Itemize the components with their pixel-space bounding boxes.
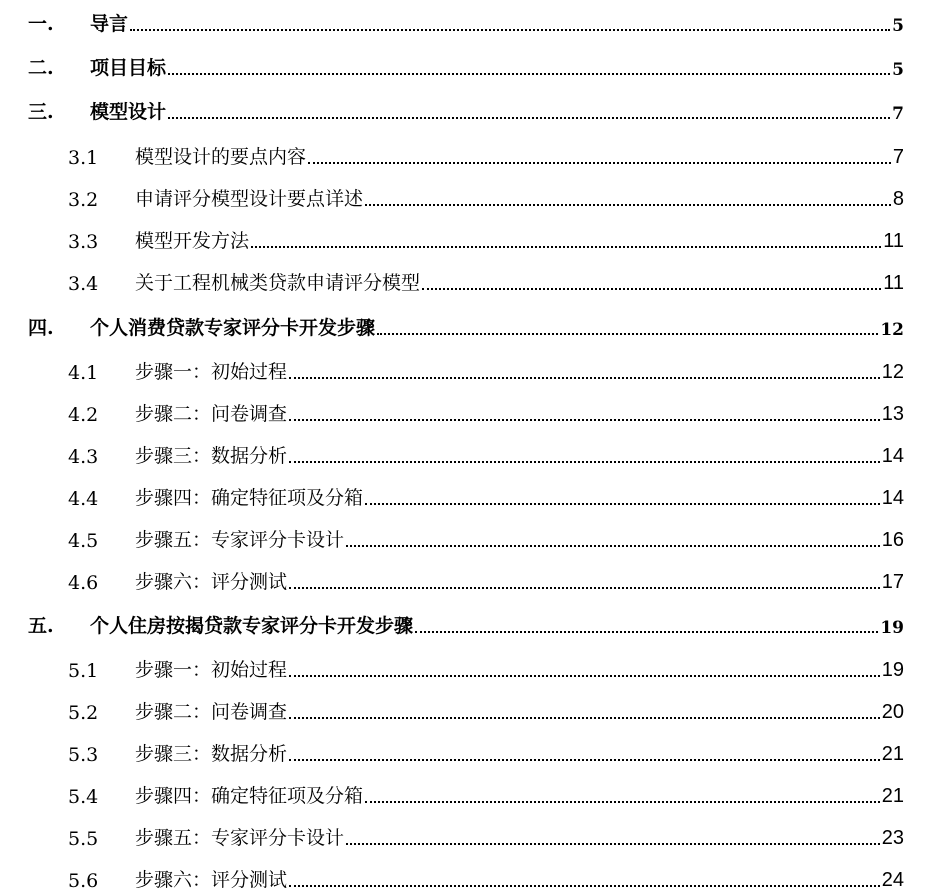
- toc-entry-page: 21: [881, 785, 904, 807]
- dot-leader: [346, 843, 880, 845]
- dot-leader: [168, 73, 890, 75]
- toc-entry-page: 19: [881, 659, 904, 681]
- toc-entry-title: 模型开发方法: [135, 230, 250, 252]
- toc-entry-number: 4.2: [68, 404, 99, 426]
- toc-entry-3-4[interactable]: [68, 267, 904, 295]
- toc-entry-title: 步骤一：初始过程: [135, 361, 288, 383]
- toc-entry-3[interactable]: [28, 96, 904, 124]
- dot-leader: [415, 631, 878, 633]
- toc-entry-title: 步骤四：确定特征项及分箱: [135, 785, 364, 807]
- toc-entry-4-1[interactable]: [68, 356, 904, 384]
- toc-entry-3-1[interactable]: [68, 141, 904, 169]
- toc-entry-page: 14: [881, 445, 904, 467]
- dot-leader: [365, 503, 880, 505]
- toc-entry-number: 三.: [28, 101, 54, 123]
- toc-entry-4-5[interactable]: [68, 524, 904, 552]
- toc-entry-number: 4.1: [68, 362, 99, 384]
- toc-entry-page: 7: [892, 146, 904, 168]
- toc-entry-number: 五.: [28, 615, 54, 637]
- dot-leader: [289, 885, 880, 887]
- toc-entry-page: 11: [883, 272, 904, 294]
- toc-entry-5-2[interactable]: [68, 696, 904, 724]
- toc-entry-5-1[interactable]: [68, 654, 904, 682]
- toc-entry-4-3[interactable]: [68, 440, 904, 468]
- dot-leader: [289, 419, 880, 421]
- toc-entry-number: 一.: [28, 13, 54, 35]
- toc-entry-title: 关于工程机械类贷款申请评分模型: [135, 272, 421, 294]
- dot-leader: [130, 29, 890, 31]
- dot-leader: [289, 461, 880, 463]
- dot-leader: [289, 717, 880, 719]
- toc-entry-number: 3.3: [68, 231, 99, 253]
- toc-entry-title: 个人消费贷款专家评分卡开发步骤: [90, 317, 376, 339]
- toc-entry-title: 导言: [90, 13, 129, 35]
- toc-entry-page: 14: [881, 487, 904, 509]
- toc-entry-title: 申请评分模型设计要点详述: [135, 188, 364, 210]
- toc-entry-number: 5.2: [68, 702, 99, 724]
- toc-entry-title: 项目目标: [90, 57, 167, 79]
- toc-entry-page: 16: [881, 529, 904, 551]
- toc-entry-number: 二.: [28, 57, 54, 79]
- toc-entry-3-3[interactable]: [68, 225, 904, 253]
- dot-leader: [289, 587, 880, 589]
- toc-entry-2[interactable]: [28, 52, 904, 80]
- toc-entry-number: 3.1: [68, 147, 99, 169]
- dot-leader: [308, 162, 891, 164]
- toc-entry-5-6[interactable]: [68, 864, 904, 892]
- toc-entry-number: 4.6: [68, 572, 99, 594]
- toc-entry-5-5[interactable]: [68, 822, 904, 850]
- toc-entry-4-6[interactable]: [68, 566, 904, 594]
- toc-entry-title: 步骤六：评分测试: [135, 571, 288, 593]
- toc-entry-5-4[interactable]: [68, 780, 904, 808]
- toc-entry-title: 个人住房按揭贷款专家评分卡开发步骤: [90, 615, 414, 637]
- toc-entry-number: 5.3: [68, 744, 99, 766]
- toc-entry-title: 步骤三：数据分析: [135, 743, 288, 765]
- toc-entry-4[interactable]: [28, 312, 904, 340]
- toc-entry-title: 步骤三：数据分析: [135, 445, 288, 467]
- toc-entry-number: 5.5: [68, 828, 99, 850]
- toc-entry-page: 11: [883, 230, 904, 252]
- dot-leader: [365, 204, 891, 206]
- toc-entry-page: 20: [881, 701, 904, 723]
- dot-leader: [168, 117, 890, 119]
- toc-entry-5[interactable]: [28, 610, 904, 638]
- toc-entry-title: 步骤四：确定特征项及分箱: [135, 487, 364, 509]
- dot-leader: [289, 675, 880, 677]
- toc-entry-number: 4.4: [68, 488, 99, 510]
- dot-leader: [251, 246, 881, 248]
- toc-entry-title: 模型设计的要点内容: [135, 146, 307, 168]
- toc-entry-4-4[interactable]: [68, 482, 904, 510]
- dot-leader: [377, 333, 878, 335]
- toc-entry-number: 3.2: [68, 189, 99, 211]
- toc-entry-title: 步骤一：初始过程: [135, 659, 288, 681]
- toc-entry-page: 17: [881, 571, 904, 593]
- toc-entry-page: 12: [880, 320, 904, 340]
- toc-entry-3-2[interactable]: [68, 183, 904, 211]
- dot-leader: [346, 545, 880, 547]
- toc-entry-number: 5.1: [68, 660, 99, 682]
- toc-entry-page: 5: [892, 60, 904, 80]
- dot-leader: [422, 288, 881, 290]
- toc-entry-page: 13: [881, 403, 904, 425]
- toc-entry-4-2[interactable]: [68, 398, 904, 426]
- toc-entry-number: 4.5: [68, 530, 99, 552]
- toc-entry-title: 步骤二：问卷调查: [135, 701, 288, 723]
- toc-entry-number: 5.4: [68, 786, 99, 808]
- toc-entry-5-3[interactable]: [68, 738, 904, 766]
- toc-entry-title: 步骤二：问卷调查: [135, 403, 288, 425]
- toc-entry-number: 3.4: [68, 273, 99, 295]
- toc-entry-number: 四.: [28, 317, 54, 339]
- toc-entry-page: 7: [892, 104, 904, 124]
- toc-entry-1[interactable]: [28, 8, 904, 36]
- dot-leader: [289, 377, 880, 379]
- toc-entry-page: 5: [892, 16, 904, 36]
- toc-entry-page: 19: [880, 618, 904, 638]
- toc-entry-page: 23: [881, 827, 904, 849]
- toc-entry-page: 8: [892, 188, 904, 210]
- toc-entry-title: 步骤五：专家评分卡设计: [135, 827, 345, 849]
- toc-entry-number: 5.6: [68, 870, 99, 892]
- toc-entry-page: 21: [881, 743, 904, 765]
- dot-leader: [289, 759, 880, 761]
- toc-entry-title: 步骤五：专家评分卡设计: [135, 529, 345, 551]
- toc-entry-page: 24: [881, 869, 904, 891]
- dot-leader: [365, 801, 880, 803]
- toc-entry-page: 12: [881, 361, 904, 383]
- toc-entry-title: 步骤六：评分测试: [135, 869, 288, 891]
- toc-entry-title: 模型设计: [90, 101, 167, 123]
- toc-entry-number: 4.3: [68, 446, 99, 468]
